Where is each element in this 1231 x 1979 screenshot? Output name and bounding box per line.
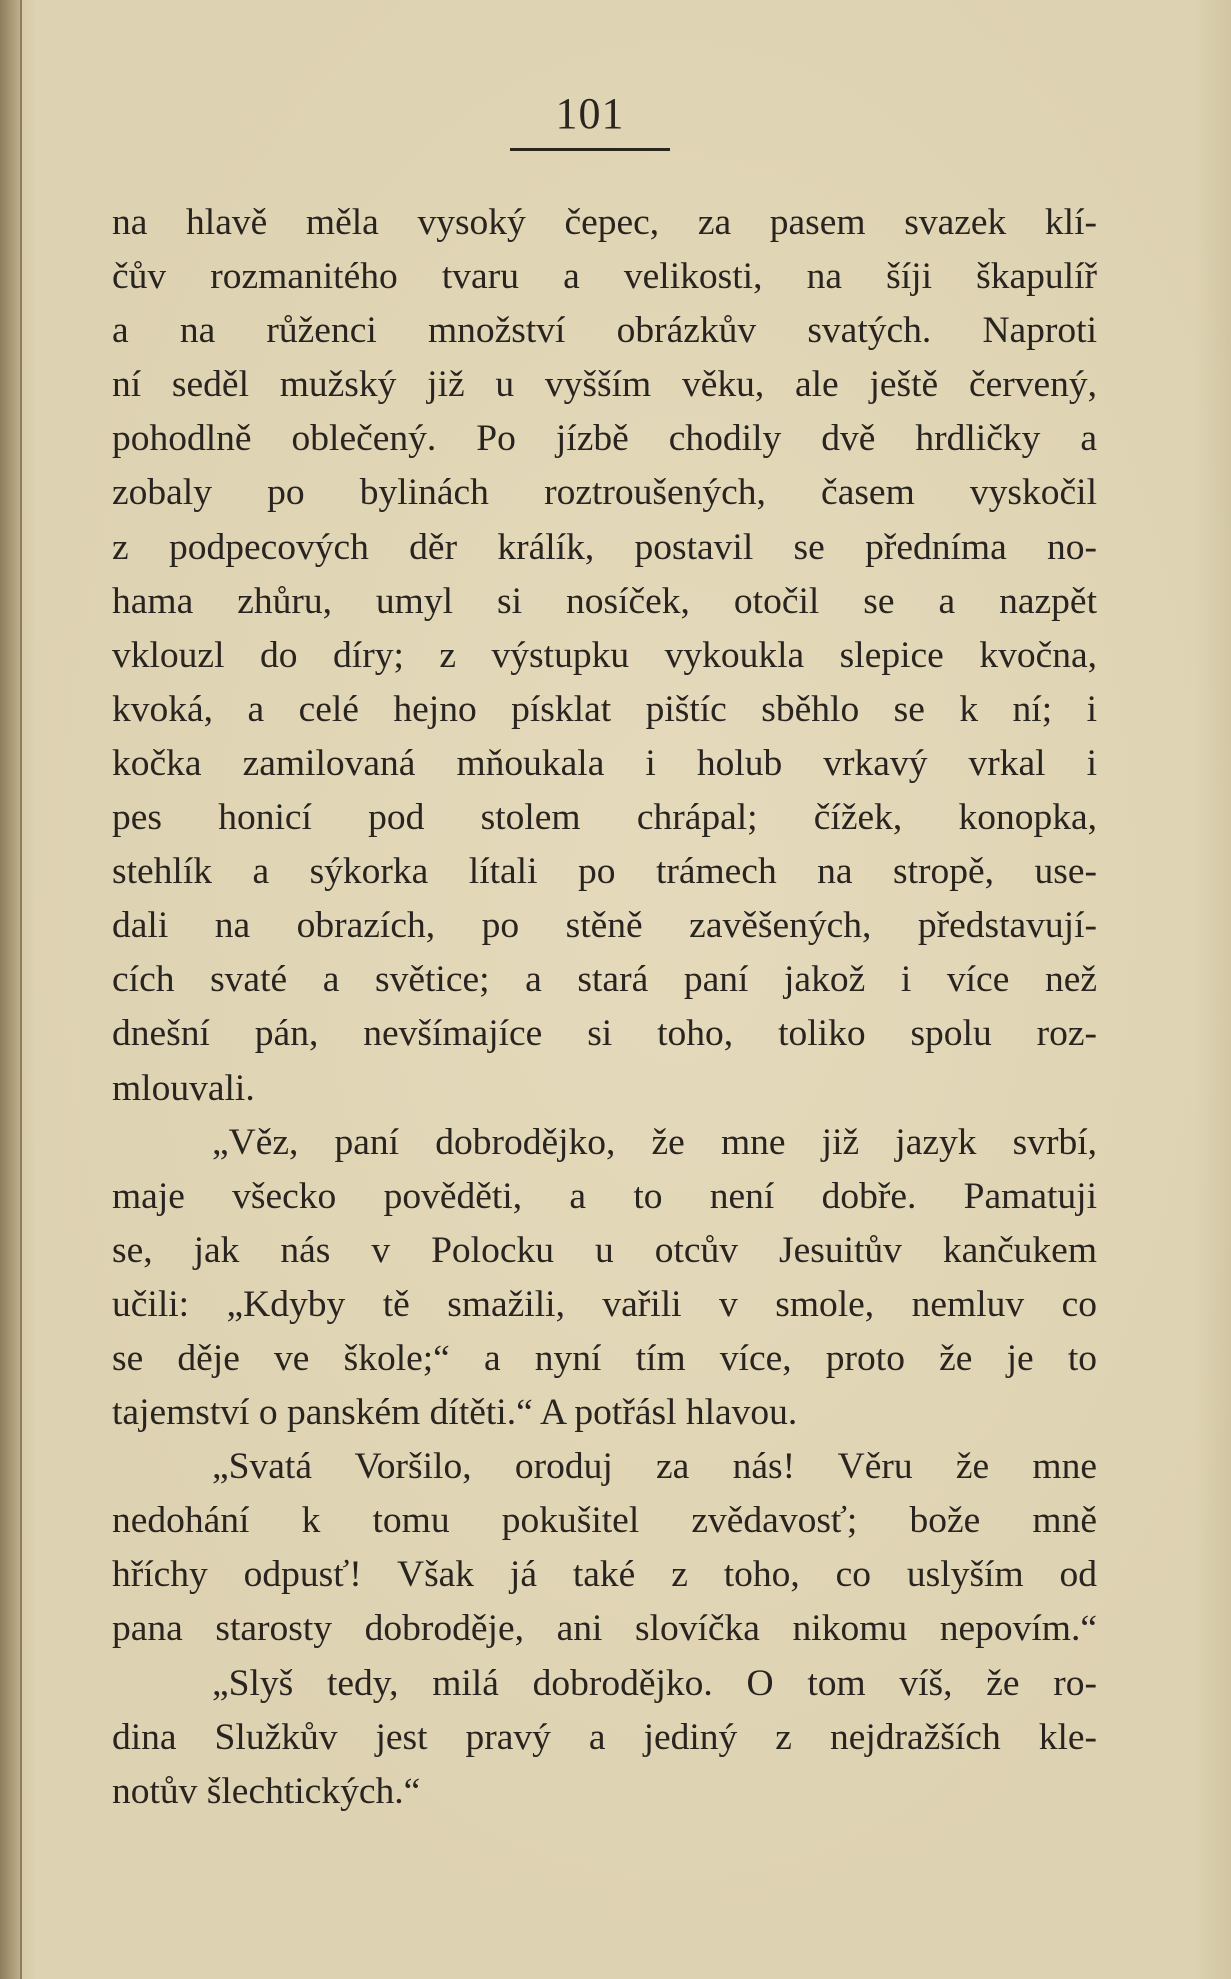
page-number-rule (510, 148, 670, 151)
text-line: mlouvali. (112, 1067, 255, 1109)
text-line: pes honicí pod stolem chrápal; čížek, konopka, (112, 797, 1097, 839)
text-line: dali na obrazích, po stěně zavěšených, představují- (112, 905, 1097, 947)
text-line: tajemství o panském dítěti.“ A potřásl hlavou. (112, 1392, 798, 1434)
text-line: notův šlechtických.“ (112, 1770, 421, 1812)
text-line: maje všecko pověděti, a to není dobře. Pamatuji (112, 1175, 1097, 1217)
text-line: nedohání k tomu pokušitel zvědavosť; bože mně (112, 1500, 1097, 1542)
text-line: stehlík a sýkorka lítali po trámech na stropě, use- (112, 851, 1097, 893)
text-line: pana starosty dobroděje, ani slovíčka nikomu nepovím.“ (112, 1608, 1097, 1650)
text-line: a na růženci množství obrázkův svatých. Naproti (112, 310, 1097, 352)
body-text (112, 196, 1097, 1819)
text-line: dina Služkův jest pravý a jediný z nejdražších kle- (112, 1716, 1097, 1758)
text-line: na hlavě měla vysoký čepec, za pasem svazek klí- (112, 202, 1097, 243)
text-line: „Slyš tedy, milá dobrodějko. O tom víš, že ro- (212, 1662, 1097, 1704)
binding-edge (0, 0, 22, 1979)
text-line: učili: „Kdyby tě smažili, vařili v smole, nemluv co (112, 1283, 1097, 1325)
text-line: dnešní pán, nevšímajíce si toho, toliko spolu roz- (112, 1013, 1097, 1055)
text-line: cích svaté a světice; a stará paní jakož i více než (112, 959, 1097, 1001)
text-line: pohodlně oblečený. Po jízbě chodily dvě hrdličky a (112, 418, 1097, 460)
text-line: zobaly po bylinách roztroušených, časem vyskočil (112, 472, 1097, 514)
text-line: ní seděl mužský již u vyšším věku, ale ještě červený, (112, 364, 1097, 406)
text-line: hříchy odpusť! Však já také z toho, co uslyším od (112, 1554, 1097, 1596)
page-edge-line (20, 0, 22, 1979)
page-number: 101 (555, 89, 625, 138)
text-line: kvoká, a celé hejno písklat pištíc sběhlo se k ní; i (112, 688, 1097, 730)
text-line: se, jak nás v Polocku u otcův Jesuitův kančukem (112, 1229, 1097, 1271)
text-line: „Věz, paní dobrodějko, že mne již jazyk svrbí, (212, 1121, 1097, 1163)
text-line: „Svatá Voršilo, oroduj za nás! Věru že mne (212, 1446, 1097, 1488)
text-line: hama zhůru, umyl si nosíček, otočil se a nazpět (112, 580, 1097, 622)
text-line: se děje ve škole;“ a nyní tím více, proto že je to (112, 1337, 1097, 1379)
text-line: čův rozmanitého tvaru a velikosti, na šíji škapulíř (112, 256, 1097, 298)
text-line: kočka zamilovaná mňoukala i holub vrkavý vrkal i (112, 742, 1097, 784)
text-line: vklouzl do díry; z výstupku vykoukla slepice kvočna, (112, 634, 1097, 676)
text-line: z podpecových děr králík, postavil se předníma no- (112, 526, 1097, 568)
